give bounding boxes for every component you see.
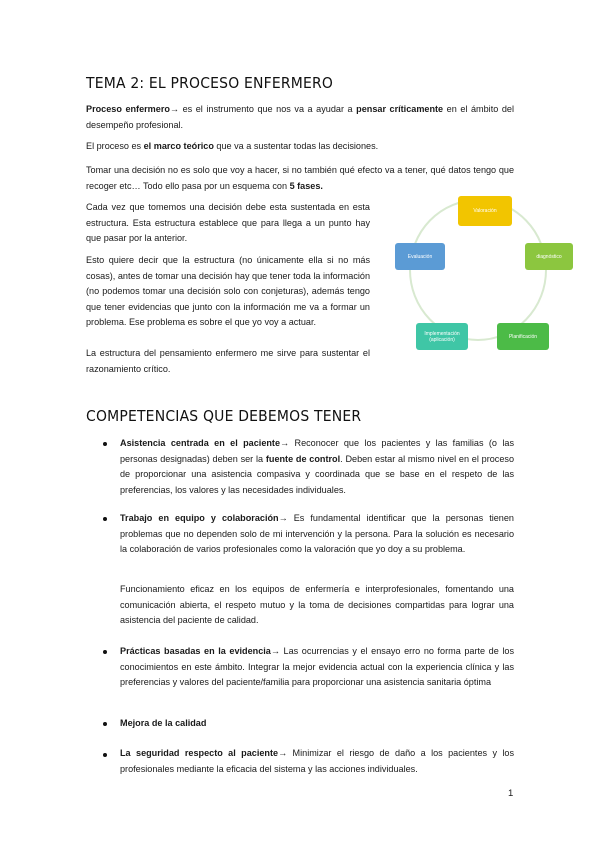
node-implementacion: Implementación (aplicación) (416, 323, 468, 350)
arrow-icon: → (280, 438, 290, 448)
bullet-icon (103, 442, 107, 446)
paragraph-pensamiento: La estructura del pensamiento enfermero me sirve para sustentar el razonamiento crítico. (86, 348, 370, 374)
page-number: 1 (508, 788, 514, 799)
node-evaluacion: Evaluación (395, 243, 445, 270)
term: Proceso enfermero (86, 104, 170, 114)
list-item-seguridad: La seguridad respecto al paciente→ Minimizar el riesgo de daño a los pacientes y los profesionales mediante la eficacia del sistema y las acciones individuales. (120, 748, 515, 774)
bullet-icon (103, 650, 107, 654)
bullet-icon (103, 722, 107, 726)
arrow-icon: → (169, 104, 180, 114)
arrow-icon: → (278, 748, 288, 758)
list-item-trabajo-equipo: Trabajo en equipo y colaboración→ Es fundamental identificar que la personas tienen problemas que no dependen solo de mi intervención y la persona. Para la solución es necesario la colaboración de varios profesionales como la valoración que yo doy a su problema. (120, 513, 514, 555)
paragraph-informacion: Esto quiere decir que la estructura (no únicamente ella si no más cosas), antes de tomar una decisión hay que tener toda la información (no podemos tomar una decisión solo con conjeturas), además tengo que tener evidencias que junto con la información me va a formar un problema. Ese problema es sobre el que yo voy a actuar. (86, 255, 370, 328)
list-item-calidad: Mejora de la calidad (120, 718, 207, 728)
paragraph-proceso-enfermero: Proceso enfermero→ es el instrumento que nos va a ayudar a pensar críticamente en el ámbito del desempeño profesional. (86, 104, 514, 130)
paragraph-estructura: Cada vez que tomemos una decisión debe esta sustentada en esta estructura. Esta estructura establece que para llega a un punto hay que pasar por la anterior. (86, 202, 370, 244)
bullet-icon (103, 517, 107, 521)
nursing-process-cycle-diagram (385, 190, 575, 360)
list-item-evidencia: Prácticas basadas en la evidencia→ Las ocurrencias y el ensayo erro no forma parte de los conocimientos en este ámbito. Integrar la mejor evidencia actual con la experiencia clínica y las preferencias y valores del paciente/familia para proporcionar una asistencia sanitaria óptima (120, 646, 514, 688)
node-valoracion: Valoración (458, 196, 512, 226)
bullet-icon (103, 753, 107, 757)
section-title-proceso: TEMA 2: EL PROCESO ENFERMERO (86, 74, 334, 92)
paragraph-marco-teorico: El proceso es el marco teórico que va a sustentar todas las decisiones. (86, 141, 379, 151)
node-diagnostico: diagnóstico (525, 243, 573, 270)
section-title-competencias: COMPETENCIAS QUE DEBEMOS TENER (86, 407, 362, 425)
arrow-icon: → (278, 513, 288, 523)
arrow-icon: → (270, 646, 280, 656)
paragraph-decision: Tomar una decisión no es solo que voy a hacer, si no también qué efecto va a tener, qué datos tengo que recoger etc… Todo ello pasa por un esquema con 5 fases. (86, 165, 514, 191)
node-planificacion: Planificación (497, 323, 549, 350)
list-item-asistencia: Asistencia centrada en el paciente→ Reconocer que los pacientes y las familias (o las personas designadas) deben ser la fuente de control. Deben estar al mismo nivel en el proceso de proporcionar una asistencia compasiva y coordinada que se base en el respeto de las preferencias, los valores y las necesidades individuales. (120, 438, 515, 495)
list-item-trabajo-equipo-extra: Funcionamiento eficaz en los equipos de enfermería e interprofesionales, fomentando una comunicación abierta, el respeto mutuo y la toma de decisiones compartidas para lograr una asistencia del paciente de calidad. (120, 584, 514, 626)
